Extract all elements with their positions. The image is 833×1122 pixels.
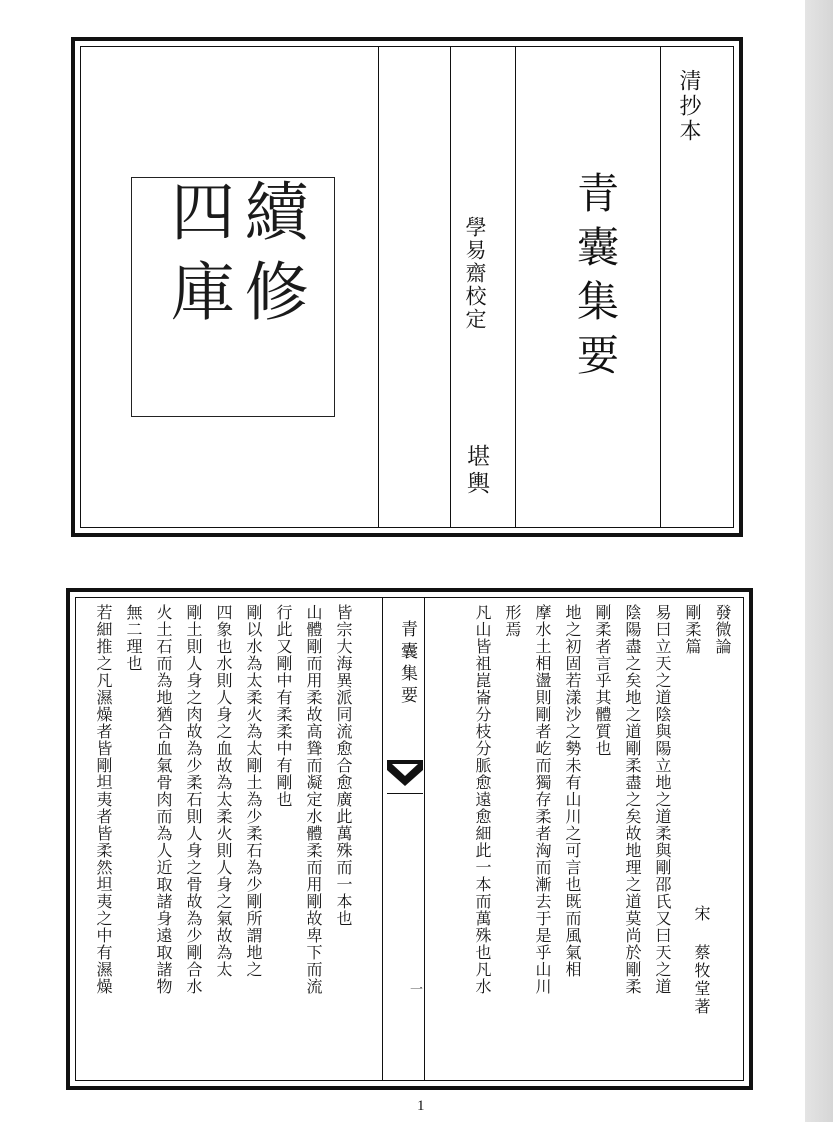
page-number: 1	[417, 1098, 425, 1114]
scan-edge-shadow	[805, 0, 833, 1122]
main-text-left: 皆宗大海異派同流愈合愈廣此萬殊而一本也 山體剛而用柔故高聳而凝定水體柔而用剛故卑下而流 行此又剛中有柔柔中有剛也 剛以水為太柔火為太剛土為少柔石為少剛所謂地之 四象也水則人身之血故為太柔火則人身之氣故為太 剛土則人身之肉故為少柔石則人身之骨故為少剛合水 火土石而為地猶合血氣骨肉而為人近取諸身遠取諸物 無二理也 若細推之凡濕燥者皆剛坦夷者皆柔然坦夷之中有濕燥	[94, 604, 353, 995]
category-label: 堪輿	[463, 444, 489, 498]
publisher-note: 學易齋校定	[463, 216, 487, 331]
text-page	[66, 588, 753, 1090]
gutter-title: 青囊集要	[397, 620, 417, 708]
title-page-divider	[660, 46, 661, 528]
book-title: 青囊集要	[571, 171, 620, 387]
author-line: 宋 蔡牧堂著	[692, 905, 711, 1016]
fishtail-mark	[387, 760, 423, 794]
title-page-divider	[450, 46, 451, 528]
center-column-line	[424, 597, 425, 1081]
title-page	[71, 37, 743, 537]
title-page-divider	[515, 46, 516, 528]
center-column-line	[382, 597, 383, 1081]
title-page-divider	[378, 46, 379, 528]
seal-text: 續修四庫	[160, 178, 308, 338]
seal-panel	[84, 50, 378, 524]
edition-label: 清抄本	[676, 69, 701, 144]
main-text-right: 發微論 剛柔篇 易曰立天之道陰與陽立地之道柔與剛邵氏又曰天之道 陰陽盡之矣地之道剛柔盡之矣故地理之道莫尚於剛柔 剛柔者言乎其體質也 地之初固若漾沙之勢未有山川之可言也既而風氣相 摩水土相盪則剛者屹而獨存柔者洶而漸去于是乎山川 形焉 凡山皆祖崑崙分枝分脈愈遠愈細此一本而萬殊也凡水	[473, 604, 732, 995]
leaf-number: 一	[407, 982, 422, 995]
collection-seal	[131, 177, 335, 417]
